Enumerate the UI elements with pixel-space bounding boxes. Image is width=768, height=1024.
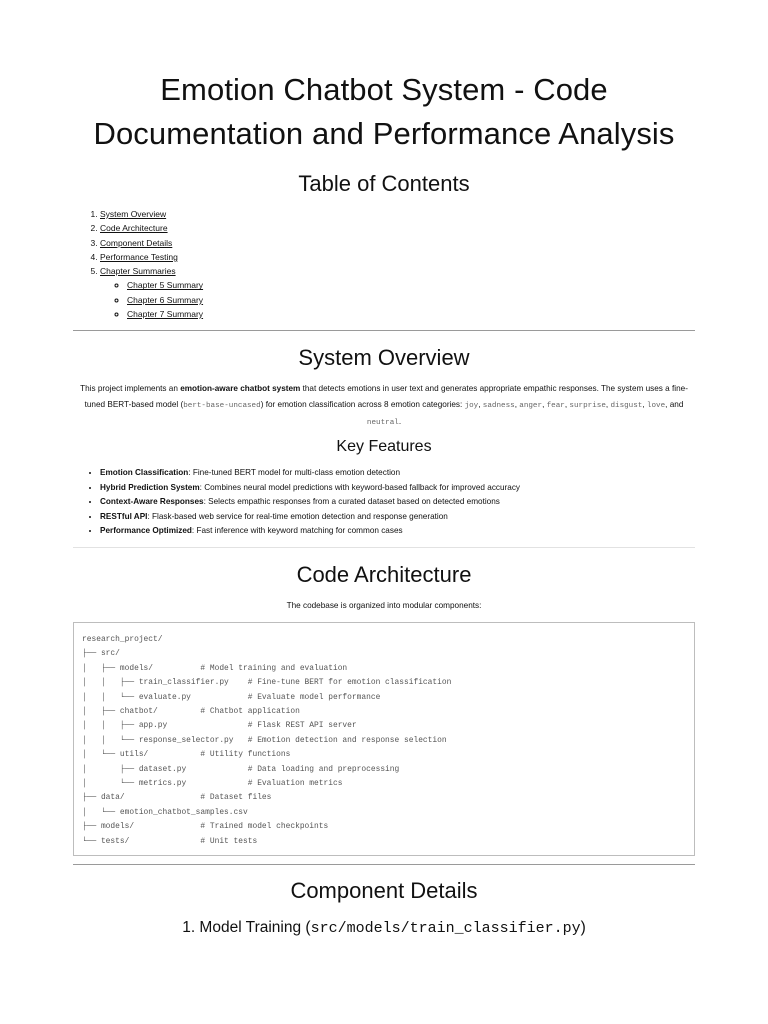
toc-item (100, 221, 203, 235)
tree-line: │ ├── dataset.py # Data loading and preprocessing (82, 764, 400, 774)
overview-text: ) for emotion classification across 8 emotion categories: (260, 399, 465, 409)
toc-subitem (127, 307, 203, 321)
emotion-code: sadness (482, 401, 515, 410)
overview-text: that detects emotions in user text and generates appropriate empathic responses. The system uses a fine-tuned BERT-based model ( (84, 384, 688, 409)
tree-line: │ │ ├── app.py # Flask REST API server (82, 721, 357, 731)
tree-line: ├── src/ (82, 649, 120, 659)
tree-line: │ └── metrics.py # Evaluation metrics (82, 779, 343, 789)
toc-link-chapter-5[interactable]: Chapter 5 Summary (127, 280, 204, 291)
toc-link-chapter-summaries[interactable]: Chapter Summaries (100, 266, 176, 277)
toc-subitem (127, 278, 203, 292)
toc-heading: Table of Contents (298, 171, 470, 196)
section-divider (73, 864, 695, 865)
table-of-contents (73, 207, 203, 321)
architecture-intro: The codebase is organized into modular components: (286, 601, 482, 610)
tree-line: └── tests/ # Unit tests (82, 836, 258, 846)
subsection-divider (73, 547, 695, 548)
tree-line: │ ├── models/ # Model training and evaluation (82, 663, 348, 673)
emotion-code: fear (546, 401, 565, 410)
emotion-code: disgust (610, 401, 643, 410)
toc-link-system-overview[interactable]: System Overview (100, 209, 167, 219)
toc-item (100, 207, 203, 221)
tree-line: ├── models/ # Trained model checkpoints (82, 822, 329, 832)
emotion-code: neutral (366, 419, 399, 427)
file-path-code: src/models/train_classifier.py (310, 920, 581, 937)
list-item: • Performance Optimized: Fast inference with keyword matching for common cases (100, 524, 520, 539)
tree-line: │ │ ├── train_classifier.py # Fine-tune BERT for emotion classification (82, 678, 452, 688)
component-details-heading: Component Details (290, 878, 478, 903)
emotion-code: joy (464, 401, 479, 410)
code-architecture-heading: Code Architecture (296, 562, 472, 587)
document-title: Emotion Chatbot System - Code Documentation and Performance Analysis (93, 72, 675, 151)
tree-line: │ ├── chatbot/ # Chatbot application (82, 707, 300, 717)
tree-line: │ └── emotion_chatbot_samples.csv (82, 807, 248, 817)
list-item: • Hybrid Prediction System: Combines neural model predictions with keyword-based fallback for improved accuracy (100, 481, 520, 496)
list-item: • RESTful API: Flask-based web service for real-time emotion detection and response generation (100, 510, 520, 525)
tree-line: ├── data/ # Dataset files (82, 793, 272, 803)
code-block (73, 622, 695, 856)
directory-tree (82, 633, 451, 849)
toc-item (100, 236, 203, 250)
system-overview-heading: System Overview (298, 345, 470, 370)
list-item: • Emotion Classification: Fine-tuned BERT model for multi-class emotion detection (100, 466, 520, 481)
toc-link-component-details[interactable]: Component Details (100, 237, 173, 248)
toc-subitem (127, 293, 203, 307)
toc-link-chapter-7[interactable]: Chapter 7 Summary (127, 309, 204, 320)
emotion-code: surprise (569, 401, 606, 410)
overview-text: This project implements an (80, 384, 181, 393)
model-name-code: bert-base-uncased (183, 401, 261, 410)
key-features-list (73, 466, 520, 539)
emotion-code: anger (519, 401, 543, 410)
key-features-heading: Key Features (336, 438, 432, 455)
toc-link-code-architecture[interactable]: Code Architecture (100, 223, 168, 234)
component-item-heading: 1. Model Training (src/models/train_classifier.py) (182, 919, 586, 937)
overview-bold-term: emotion-aware chatbot system (180, 384, 301, 393)
toc-link-performance-testing[interactable]: Performance Testing (100, 251, 178, 262)
tree-line: │ │ └── response_selector.py # Emotion detection and response selection (82, 735, 447, 745)
list-item: • Context-Aware Responses: Selects empathic responses from a curated dataset based on detected emotions (100, 495, 520, 510)
toc-sublist (100, 278, 203, 321)
tree-line: │ └── utils/ # Utility functions (82, 750, 291, 760)
tree-line: research_project/ (82, 635, 163, 644)
toc-item (100, 264, 203, 321)
system-overview-paragraph: This project implements an emotion-aware chatbot system that detects emotions in user text and generates appropriate empathic responses. The system uses a fine-tuned BERT-based model (bert-base-uncased) for emotion classification across 8 emotion categories: joy, sadness, anger, fear, surprise, disgust, love, and neutral. (80, 384, 688, 427)
tree-line: │ │ └── evaluate.py # Evaluate model performance (82, 692, 381, 702)
section-divider (73, 330, 695, 331)
emotion-code: love (646, 401, 666, 410)
toc-link-chapter-6[interactable]: Chapter 6 Summary (127, 294, 204, 305)
toc-item (100, 250, 203, 264)
